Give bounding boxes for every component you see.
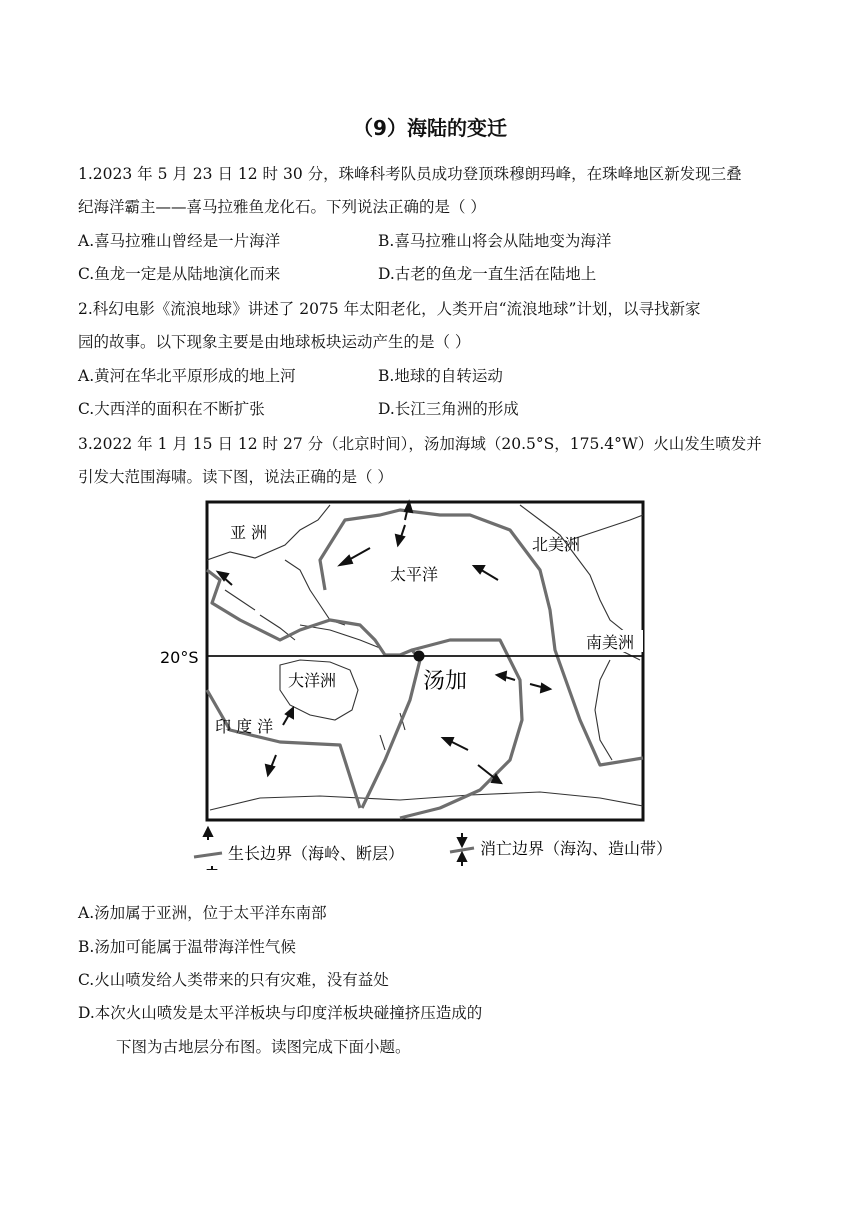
note-text: 下图为古地层分布图。读图完成下面小题。: [116, 1038, 411, 1056]
q3-stem-line1: 3.2022 年 1 月 15 日 12 时 27 分（北京时间），汤加海域（20.5°S，175.4°W）火山发生喷发并: [78, 435, 762, 453]
label-asia: 亚 洲: [230, 523, 268, 542]
q3-option-d[interactable]: D.本次火山喷发是太平洋板块与印度洋板块碰撞挤压造成的: [78, 1004, 483, 1022]
q2-option-c[interactable]: C.大西洋的面积在不断扩张: [78, 400, 265, 418]
q2-option-d[interactable]: D.长江三角洲的形成: [378, 400, 519, 418]
legend-growth-symbol: [194, 828, 222, 870]
q2-stem-line1: 2.科幻电影《流浪地球》讲述了 2075 年太阳老化，人类开启“流浪地球”计划，以寻找新家: [78, 300, 701, 318]
legend-subduction-label: 消亡边界（海沟、造山带）: [480, 839, 673, 858]
q2-option-a[interactable]: A.黄河在华北平原形成的地上河: [78, 367, 296, 385]
label-oceania: 大洋洲: [288, 671, 337, 690]
q3-option-c[interactable]: C.火山喷发给人类带来的只有灾难，没有益处: [78, 971, 389, 989]
q1-option-a[interactable]: A.喜马拉雅山曾经是一片海洋: [78, 232, 281, 250]
q3-option-b[interactable]: B.汤加可能属于温带海洋性气候: [78, 938, 296, 956]
label-20s: 20°S: [160, 648, 199, 667]
legend-subduction-symbol: [450, 833, 474, 866]
q1-option-b[interactable]: B.喜马拉雅山将会从陆地变为海洋: [378, 232, 612, 250]
label-tonga: 汤加: [423, 669, 468, 694]
q1-stem-line2: 纪海洋霸主——喜马拉雅鱼龙化石。下列说法正确的是（ ）: [78, 198, 486, 216]
q2-option-b[interactable]: B.地球的自转运动: [378, 367, 503, 385]
q3-stem-line2: 引发大范围海啸。读下图，说法正确的是（ ）: [78, 468, 393, 486]
label-north-america: 北美洲: [532, 535, 581, 554]
q1-stem-line1: 1.2023 年 5 月 23 日 12 时 30 分，珠峰科考队员成功登顶珠穆朗玛峰，在珠峰地区新发现三叠: [78, 165, 742, 183]
label-south-america: 南美洲: [586, 633, 635, 652]
q1-option-d[interactable]: D.古老的鱼龙一直生活在陆地上: [378, 265, 597, 283]
q2-stem-line2: 园的故事。以下现象主要是由地球板块运动产生的是（ ）: [78, 333, 471, 351]
label-pacific: 太平洋: [390, 565, 439, 584]
plate-map: [150, 495, 710, 870]
page-title: （9）海陆的变迁: [353, 116, 507, 140]
legend-growth-label: 生长边界（海岭、断层）: [228, 844, 405, 863]
label-indian-ocean: 印 度 洋: [215, 717, 274, 736]
q3-option-a[interactable]: A.汤加属于亚洲，位于太平洋东南部: [78, 904, 327, 922]
tonga-point: [414, 651, 425, 662]
q1-option-c[interactable]: C.鱼龙一定是从陆地演化而来: [78, 265, 281, 283]
